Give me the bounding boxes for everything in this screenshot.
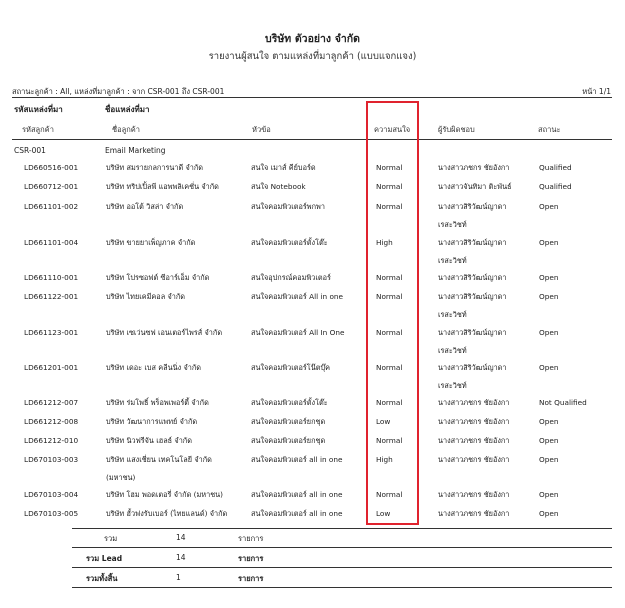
row-owner: นางสาวภชกร ชัยอังกา	[438, 509, 510, 518]
header-customer-name: ชื่อลูกค้า	[112, 125, 140, 134]
header-status: สถานะ	[538, 125, 561, 134]
row-owner: เรสะวิชท์	[438, 380, 467, 390]
row-customer-name: บริษัท ฮั้วฟงรับเบอร์ (ไทยแลนด์) จำกัด	[106, 509, 228, 518]
lead-summary-rule	[72, 547, 612, 548]
row-subject: สนใจคอมพิวเตอร์ตั้งโต๊ะ	[251, 238, 328, 247]
row-owner: นางสาวจันทิมา ติะพันธ์	[438, 182, 512, 191]
row-customer-code: LD670103-004	[24, 490, 79, 499]
header-interest: ความสนใจ	[374, 125, 411, 134]
header-owner: ผู้รับผิดชอบ	[438, 125, 475, 134]
group-name: Email Marketing	[105, 146, 166, 155]
group-code: CSR-001	[14, 146, 46, 155]
row-owner: นางสาวภชกร ชัยอังกา	[438, 417, 510, 426]
row-owner: เรสะวิชท์	[438, 345, 467, 355]
row-customer-name: บริษัท ทริปเปิ้ลพี แอพพลิเคชั่น จำกัด	[106, 182, 219, 191]
lead-summary-label: รวม Lead	[86, 554, 123, 563]
header-subject: หัวข้อ	[252, 125, 271, 134]
row-owner: เรสะวิชท์	[438, 309, 467, 319]
row-owner: นางสาวสิริวัฒน์ญาดา	[438, 292, 507, 301]
row-customer-name: บริษัท โฮม พอดเตอรี่ จำกัด (มหาชน)	[106, 490, 223, 499]
row-customer-code: LD661101-002	[24, 202, 79, 211]
row-owner: เรสะวิชท์	[438, 255, 467, 265]
row-subject: สนใจคอมพิวเตอร์ยกชุด	[251, 417, 326, 426]
row-owner: นางสาวสิริวัฒน์ญาดา	[438, 363, 507, 372]
row-subject: สนใจ เมาส์ คีย์บอร์ด	[251, 163, 316, 172]
filter-criteria: สถานะลูกค้า : All, แหล่งที่มาลูกค้า : จาก CSR-001 ถึง CSR-001	[12, 87, 225, 96]
row-interest: Normal	[376, 292, 403, 301]
row-status: Open	[539, 273, 559, 282]
row-interest: High	[376, 238, 393, 247]
total-summary-count: 1	[176, 573, 181, 582]
row-status: Open	[539, 202, 559, 211]
row-customer-name: บริษัท ไทยเคมีคอล จำกัด	[106, 292, 186, 301]
row-interest: Normal	[376, 490, 403, 499]
row-interest: Normal	[376, 436, 403, 445]
row-owner: นางสาวภชกร ชัยอังกา	[438, 436, 510, 445]
row-owner: นางสาวภชกร ชัยอังกา	[438, 163, 510, 172]
row-subject: สนใจคอมพิวเตอร์ all in one	[251, 490, 343, 499]
row-customer-name: บริษัท ออโต้ วิสล่า จำกัด	[106, 202, 184, 211]
row-interest: Normal	[376, 182, 403, 191]
row-subject: สนใจอุปกรณ์คอมพิวเตอร์	[251, 273, 331, 282]
row-status: Qualified	[539, 182, 572, 191]
total-summary-unit: รายการ	[238, 574, 264, 583]
row-customer-name: บริษัท สมรายกลการนาดี จำกัด	[106, 163, 204, 172]
row-subject: สนใจ Notebook	[251, 182, 306, 191]
row-subject: สนใจคอมพิวเตอร์ยกชุด	[251, 436, 326, 445]
row-status: Open	[539, 490, 559, 499]
row-subject: สนใจคอมพิวเตอร์โน๊ตบุ๊ค	[251, 363, 330, 372]
row-subject: สนใจคอมพิวเตอร์ All In One	[251, 328, 345, 337]
row-customer-code: LD661123-001	[24, 328, 79, 337]
row-owner: นางสาวภชกร ชัยอังกา	[438, 490, 510, 499]
row-status: Open	[539, 328, 559, 337]
row-customer-code: LD661201-001	[24, 363, 79, 372]
row-interest: Normal	[376, 163, 403, 172]
row-subject: สนใจคอมพิวเตอร์ all in one	[251, 509, 343, 518]
row-customer-code: LD660516-001	[24, 163, 79, 172]
row-customer-name: บริษัท นิวฟรีจัน เฮลธ์ จำกัด	[106, 436, 192, 445]
row-customer-code: LD670103-005	[24, 509, 79, 518]
group-summary-label: รวม	[104, 534, 118, 543]
row-status: Open	[539, 292, 559, 301]
group-summary-rule	[72, 528, 612, 529]
row-status: Qualified	[539, 163, 572, 172]
row-customer-code: LD670103-003	[24, 455, 79, 464]
row-interest: Normal	[376, 398, 403, 407]
row-subject: สนใจคอมพิวเตอร์พกพา	[251, 202, 325, 211]
company-name: บริษัท ตัวอย่าง จำกัด	[265, 33, 360, 45]
page-number: หน้า 1/1	[582, 87, 611, 96]
row-customer-name: บริษัท ขายยาเพ็ญภาค จำกัด	[106, 238, 196, 247]
total-summary-label: รวมทั้งสิ้น	[86, 574, 118, 583]
row-customer-code: LD660712-001	[24, 182, 79, 191]
group-summary-unit: รายการ	[238, 534, 264, 543]
row-owner: นางสาวสิริวัฒน์ญาดา	[438, 328, 507, 337]
row-customer-name: บริษัท เดอะ เบส คลีนนิ่ง จำกัด	[106, 363, 201, 372]
row-status: Open	[539, 455, 559, 464]
row-interest: Low	[376, 509, 391, 518]
row-subject: สนใจคอมพิวเตอร์ all in one	[251, 455, 343, 464]
header-customer-code: รหัสลูกค้า	[22, 125, 54, 134]
row-customer-code: LD661212-010	[24, 436, 79, 445]
row-owner: นางสาวสิริวัฒน์ญาดา	[438, 238, 507, 247]
row-customer-name: (มหาชน)	[106, 472, 136, 482]
row-owner: เรสะวิชท์	[438, 219, 467, 229]
total-summary-rule	[72, 567, 612, 568]
row-status: Open	[539, 238, 559, 247]
lead-summary-unit: รายการ	[238, 554, 264, 563]
row-interest: Normal	[376, 202, 403, 211]
group-summary-count: 14	[176, 533, 186, 542]
row-interest: Normal	[376, 363, 403, 372]
total-summary-bottom-rule	[72, 587, 612, 588]
interest-column-highlight	[366, 101, 419, 525]
row-subject: สนใจคอมพิวเตอร์ตั้งโต๊ะ	[251, 398, 328, 407]
row-interest: Normal	[376, 273, 403, 282]
row-status: Open	[539, 417, 559, 426]
row-status: Not Qualified	[539, 398, 587, 407]
header-source-name: ชื่อแหล่งที่มา	[105, 105, 150, 114]
row-interest: High	[376, 455, 393, 464]
row-customer-code: LD661110-001	[24, 273, 79, 282]
row-owner: นางสาวภชกร ชัยอังกา	[438, 455, 510, 464]
row-owner: นางสาวสิริวัฒน์ญาดา	[438, 202, 507, 211]
row-customer-name: บริษัท เซเว่นซฟ เอนเตอร์ไพรส์ จำกัด	[106, 328, 223, 337]
row-owner: นางสาวภชกร ชัยอังกา	[438, 398, 510, 407]
row-customer-code: LD661101-004	[24, 238, 79, 247]
row-customer-name: บริษัท ร่มโพธิ์ พร็อพเพอร์ตี้ จำกัด	[106, 398, 209, 407]
row-customer-code: LD661212-008	[24, 417, 79, 426]
row-status: Open	[539, 436, 559, 445]
row-customer-name: บริษัท แสงเชี่ยน เทคโนโลยี จำกัด	[106, 455, 212, 464]
row-subject: สนใจคอมพิวเตอร์ All in one	[251, 292, 344, 301]
row-customer-name: บริษัท โปรซอฟต์ ซีอาร์เอ็ม จำกัด	[106, 273, 210, 282]
lead-summary-count: 14	[176, 553, 186, 562]
row-interest: Normal	[376, 328, 403, 337]
header-source-code: รหัสแหล่งที่มา	[14, 105, 63, 114]
row-owner: นางสาวสิริวัฒน์ญาดา	[438, 273, 507, 282]
report-title: รายงานผู้สนใจ ตามแหล่งที่มาลูกค้า (แบบแจกแจง)	[208, 51, 417, 62]
row-status: Open	[539, 509, 559, 518]
row-customer-name: บริษัท วัฒนาการแพทย์ จำกัด	[106, 417, 198, 426]
row-interest: Low	[376, 417, 391, 426]
row-status: Open	[539, 363, 559, 372]
row-customer-code: LD661122-001	[24, 292, 79, 301]
row-customer-code: LD661212-007	[24, 398, 79, 407]
